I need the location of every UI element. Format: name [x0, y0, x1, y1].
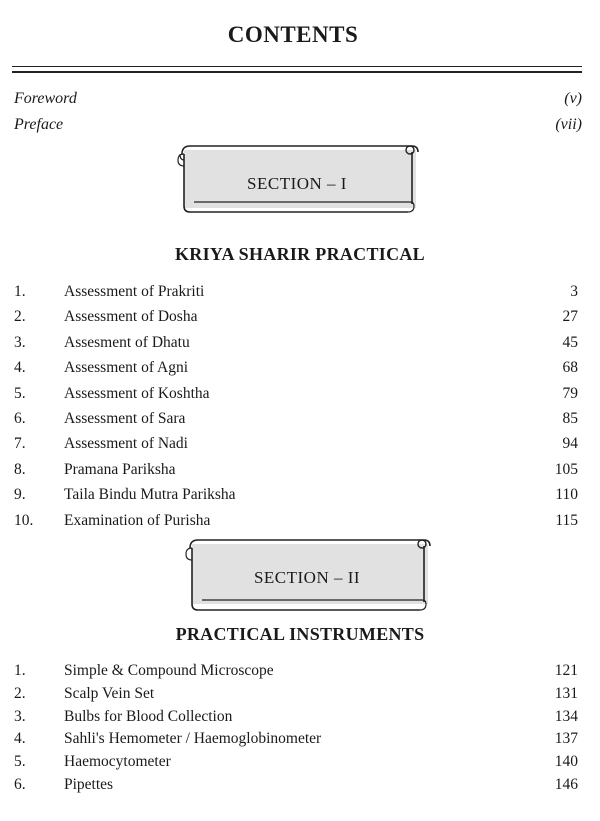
entry-title: Pipettes [64, 775, 114, 793]
front-matter-foreword[interactable] [14, 90, 582, 108]
section-banner-label: SECTION – I [247, 174, 347, 193]
toc-entry[interactable] [14, 333, 578, 358]
title-rule-thick [12, 71, 582, 73]
toc-entry[interactable] [14, 729, 578, 752]
section-2-banner [180, 534, 434, 614]
toc-entry[interactable] [14, 684, 578, 707]
section-1-banner [172, 140, 422, 216]
entry-title: Assessment of Prakriti [64, 283, 205, 300]
entry-page: 105 [554, 460, 578, 478]
toc-entry[interactable] [14, 485, 578, 510]
entry-title: Assesment of Dhatu [64, 333, 190, 351]
entry-number: 3. [14, 333, 26, 351]
entry-number: 4. [14, 359, 26, 377]
toc-entry[interactable] [14, 434, 578, 459]
entry-number: 1. [14, 662, 26, 679]
entry-title: Taila Bindu Mutra Pariksha [64, 486, 236, 504]
entry-page: 3 [570, 283, 578, 300]
entry-number: 6. [14, 409, 26, 427]
section-banner-label: SECTION – II [253, 568, 361, 587]
title-rule-thin [12, 66, 582, 67]
entry-number: 5. [14, 753, 26, 771]
toc-entry[interactable] [14, 384, 578, 409]
entry-title: Assessment of Koshtha [64, 384, 210, 402]
entry-title: Bulbs for Blood Collection [64, 707, 233, 725]
entry-number: 1. [14, 283, 26, 300]
entry-page: 115 [555, 511, 578, 529]
front-matter-page: (vii) [555, 116, 582, 133]
entry-number: 10. [14, 511, 34, 529]
entry-title: Assessment of Nadi [64, 435, 188, 453]
toc-entry[interactable] [14, 511, 578, 536]
toc-entry[interactable] [14, 775, 578, 798]
toc-entry[interactable] [14, 282, 578, 307]
entry-title: Scalp Vein Set [64, 684, 155, 702]
entry-number: 2. [14, 684, 26, 702]
entry-title: Assessment of Agni [64, 359, 188, 377]
toc-entry[interactable] [14, 409, 578, 434]
entry-page: 94 [562, 435, 578, 453]
entry-number: 9. [14, 486, 26, 504]
front-matter-label: Foreword [14, 90, 77, 107]
entry-number: 4. [14, 730, 26, 748]
entry-title: Assessment of Sara [64, 409, 186, 427]
toc-entry[interactable] [14, 307, 578, 332]
entry-title: Pramana Pariksha [64, 460, 176, 478]
toc-entry[interactable] [14, 661, 578, 684]
entry-page: 85 [562, 409, 578, 427]
entry-page: 137 [554, 730, 578, 748]
toc-entry[interactable] [14, 707, 578, 730]
entry-number: 3. [14, 707, 26, 725]
entry-number: 6. [14, 775, 26, 793]
section-1-heading: KRIYA SHARIR PRACTICAL [175, 244, 425, 264]
entry-page: 110 [555, 486, 578, 504]
entry-page: 45 [562, 333, 578, 351]
section-1-entries [14, 282, 578, 536]
entry-number: 8. [14, 460, 26, 478]
toc-entry[interactable] [14, 460, 578, 485]
front-matter-preface[interactable] [14, 116, 582, 134]
entry-page: 68 [562, 359, 578, 377]
section-2-entries [14, 661, 578, 798]
entry-title: Simple & Compound Microscope [64, 662, 274, 679]
toc-entry[interactable] [14, 752, 578, 775]
entry-number: 2. [14, 308, 26, 326]
page-title: CONTENTS [227, 22, 359, 47]
entry-number: 7. [14, 435, 26, 453]
entry-number: 5. [14, 384, 26, 402]
entry-page: 140 [554, 753, 578, 771]
front-matter-label: Preface [14, 116, 64, 133]
entry-page: 146 [554, 775, 578, 793]
entry-page: 27 [562, 308, 578, 326]
entry-page: 131 [554, 684, 578, 702]
toc-entry[interactable] [14, 358, 578, 383]
entry-page: 134 [554, 707, 578, 725]
entry-title: Assessment of Dosha [64, 308, 198, 326]
front-matter-page: (v) [564, 90, 582, 107]
entry-page: 79 [562, 384, 578, 402]
entry-title: Sahli's Hemometer / Haemoglobinometer [64, 730, 322, 748]
entry-title: Examination of Purisha [64, 511, 211, 529]
entry-title: Haemocytometer [64, 753, 171, 771]
entry-page: 121 [554, 662, 578, 679]
section-2-heading: PRACTICAL INSTRUMENTS [175, 624, 425, 644]
